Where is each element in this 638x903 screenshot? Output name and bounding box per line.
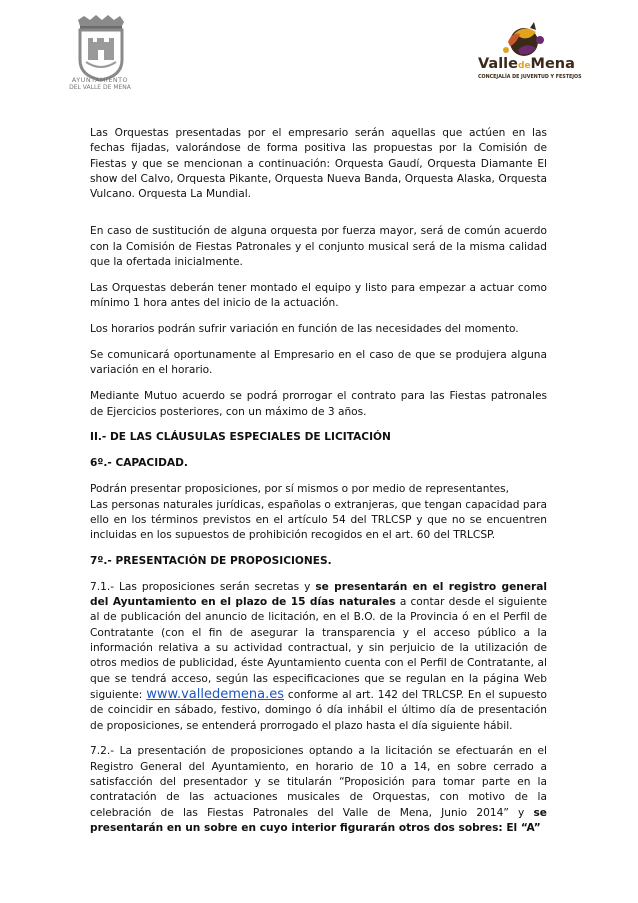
p71-text1: 7.1.- Las proposiciones serán secretas y [90, 580, 316, 593]
section-heading-capacidad: 6º.- CAPACIDAD. [90, 457, 188, 470]
brand-de: de [518, 61, 531, 71]
paragraph-sustitucion: En caso de sustitución de alguna orquesta por fuerza mayor, será de común acuerdo con la Comisión de Fiestas Patronales y el conjunto musical será de la misma calidad que la ofertada inicialmente. [90, 225, 547, 269]
paragraph-7-2 [90, 744, 547, 836]
paragraph-7-1 [90, 580, 547, 734]
left-logo-line2: DEL VALLE DE MENA [69, 84, 131, 91]
left-logo-line1: AYUNTAMIENTO [71, 76, 129, 84]
brand-valle: Valle [478, 56, 518, 72]
section-heading-clausulas: II.- DE LAS CLÁUSULAS ESPECIALES DE LICITACIÓN [90, 431, 391, 444]
valledemena-link[interactable]: www.valledemena.es [146, 686, 284, 702]
right-logo-brand [478, 56, 575, 72]
p72-bold: se presentarán en un sobre en cuyo interior figurarán otros dos sobres: El “A” [90, 806, 547, 834]
paragraph-capacidad-intro: Podrán presentar proposiciones, por sí mismos o por medio de representantes, [90, 483, 510, 496]
paragraph-prorroga: Mediante Mutuo acuerdo se podrá prorrogar el contrato para las Fiestas patronales de Ejercicios posteriores, con un máximo de 3 años. [90, 390, 547, 418]
section-heading-presentacion: 7º.- PRESENTACIÓN DE PROPOSICIONES. [90, 554, 332, 567]
paragraph-capacidad-personas: Las personas naturales jurídicas, españolas o extranjeras, que tengan capacidad para ello en los términos previstos en el artículo 54 del TRLCSP y que no se encuentren incluidas en los supuestos de prohibición recogidos en el art. 60 del TRLCSP. [90, 498, 547, 542]
paragraph-orquestas: Las Orquestas presentadas por el empresario serán aquellas que actúen en las fechas fijadas, valorándose de forma positiva las propuestas por la Comisión de Fiestas y que se mencionan a continuación: Orquesta Gaudí, Orquesta Diamante El show del Calvo, Orquesta Pikante, Orquesta Nueva Banda, Orquesta Alaska, Orquesta Vulcano. Orquesta La Mundial. [90, 127, 547, 201]
paragraph-montaje: Las Orquestas deberán tener montado el equipo y listo para empezar a actuar como mínimo 1 hora antes del inicio de la actuación. [90, 281, 547, 310]
document-body [90, 126, 547, 836]
p72-text1: 7.2.- La presentación de proposiciones optando a la licitación se efectuarán en el Registro General del Ayuntamiento, en horario de 10 a 14, en sobre cerrado a satisfacción del presentador y se titularán “Proposición para tomar parte en la contratación de las actuaciones musicales de Orquestas, con motivo de la celebración de las Fiestas Patronales del Valle de Mena, Junio 2014” y [90, 745, 547, 819]
right-logo-subtitle: CONCEJALÍA DE JUVENTUD Y FESTEJOS [478, 75, 582, 80]
p71-bold: se presentarán en el registro general del Ayuntamiento en el plazo de 15 días naturales [90, 580, 548, 609]
p71-text2: a contar desde el siguiente al de publicación del anuncio de licitación, en el B.O. de la Provincia ó en el Perfil de Contratante (con el fin de asegurar la transparencia y el acceso público a la información relativa a su actividad contractual, y sin perjuicio de la utilización de otros medios de publicidad, éste Ayuntamiento cuenta con el Perfil de Contratante, al que se tendrá acceso, según las especificaciones que se regulan en la página Web siguiente: [90, 596, 547, 701]
paragraph-horarios: Los horarios podrán sufrir variación en función de las necesidades del momento. [90, 323, 519, 336]
brand-mena: Mena [530, 56, 575, 72]
p71-text3: conforme al art. 142 del TRLCSP. En el supuesto de coincidir en sábado, festivo, domingo ó día inhábil el último día de presentación de proposiciones, se entenderá prorrogado el plazo hasta el día siguiente hábil. [90, 688, 547, 732]
paragraph-comunicacion: Se comunicará oportunamente al Empresario en el caso de que se produjera alguna variación en el horario. [90, 349, 547, 377]
